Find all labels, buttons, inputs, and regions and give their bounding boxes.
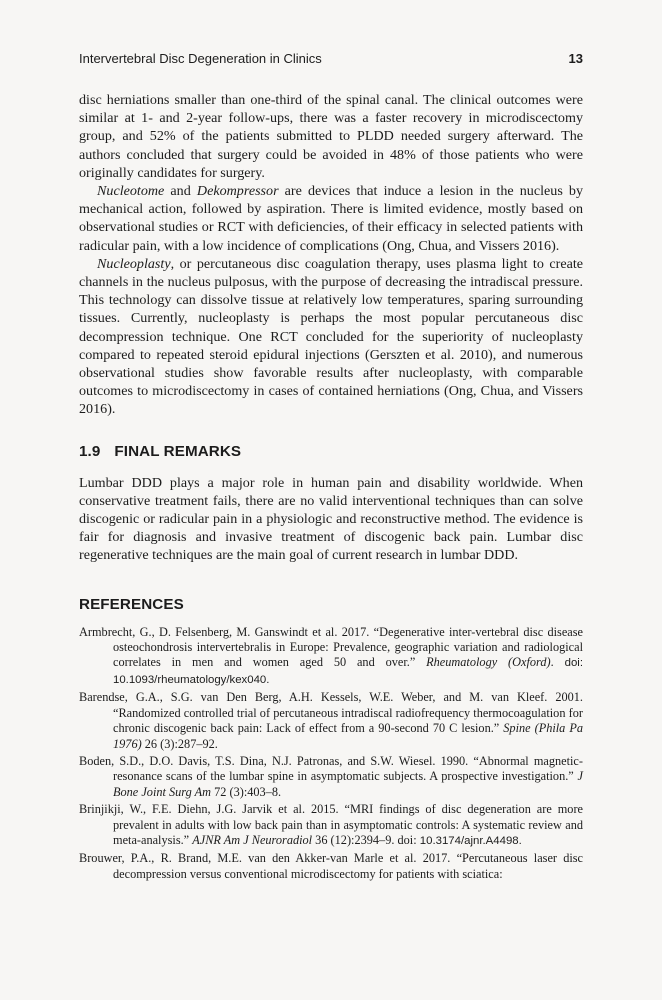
reference-entry	[79, 851, 583, 882]
term-dekompressor: Dekompressor	[196, 183, 279, 200]
term-nucleoplasty: Nucleoplasty	[97, 255, 171, 272]
ref-text: Brinjikji, W., F.E. Diehn, J.G. Jarvik et al. 2015. “MRI findings of disc degeneration are more prevalent in adults with low back pain than in asymptomatic controls: A systematic review and meta-analysis.”	[79, 802, 583, 847]
ref-text: .	[550, 655, 554, 670]
section-number: 1.9	[79, 442, 101, 460]
ref-journal: Spine (Phila Pa 1976)	[113, 721, 583, 751]
paragraph-continued: disc herniations smaller than one-third of the spinal canal. The clinical outcomes were similar at 1- and 2-year follow-ups, there was a faster recovery in microdiscectomy group, and 52% of the patients submitted to PLDD needed surgery afterward. The authors concluded that surgery could be avoided in 48% of those patients who were originally candidates for surgery.	[79, 92, 583, 181]
references-list	[79, 625, 583, 883]
ref-text: Armbrecht, G., D. Felsenberg, M. Ganswindt et al. 2017. “Degenerative inter-vertebral disc disease osteochondrosis intervertebralis in Europe: Prevalence, geographic variation and radiological correlates in men and women aged 50 and over.”	[79, 624, 583, 670]
ref-text: Brouwer, P.A., R. Brand, M.E. van den Akker-van Marle et al. 2017. “Percutaneous laser disc decompression versus conventional microdiscectomy for patients with sciatica:	[79, 851, 583, 881]
ref-text: Barendse, G.A., S.G. van Den Berg, A.H. Kessels, W.E. Weber, and M. van Kleef. 2001. “Randomized controlled trial of percutaneous intradiscal radiofrequency thermocoagulation for chronic discogenic back pain: Lack of effect from a 90-second 70 C lesion.”	[79, 690, 583, 736]
ref-text: 72 (3):403–8.	[211, 784, 282, 799]
term-nucleotome: Nucleotome	[97, 183, 165, 200]
ref-doi: 10.3174/ajnr.A4498.	[416, 834, 522, 847]
ref-text: 26 (3):287–92.	[141, 736, 218, 751]
text-span: , or percutaneous disc coagulation therapy, uses plasma light to create channels in the nucleus pulposus, with the purpose of decreasing the intradiscal pressure. This technology can dissolve tissue at relatively low temperatures, sparing surrounding tissues. Currently, nucleoplasty is perhaps the most popular percutaneous disc decompression technique. One RCT concluded for the superiority of nucleoplasty compared to repeated steroid epidural injections (Gerszten et al. 2010), and numerous observational studies show favorable results after nucleoplasty, with comparable outcomes to microdiscectomy in cases of contained herniations (Ong, Chua, and Vissers 2016).	[79, 255, 583, 418]
running-head-title: Intervertebral Disc Degeneration in Clinics	[79, 51, 322, 66]
reference-entry	[79, 690, 583, 752]
section-heading	[79, 443, 583, 460]
paragraph-nucleoplasty	[79, 255, 583, 419]
reference-entry	[79, 754, 583, 800]
section-title: FINAL REMARKS	[114, 442, 242, 460]
ref-journal: J Bone Joint Surg Am	[113, 769, 583, 799]
references-heading: REFERENCES	[79, 595, 184, 613]
paragraph-final-remarks: Lumbar DDD plays a major role in human pain and disability worldwide. When conservative treatment fails, there are no valid interventional techniques than can solve discogenic or radicular pain in a physiologic and reconstructive method. The evidence is fair for diagnosis and invasive treatment of discogenic back pain. Lumbar disc regenerative techniques are the main goal of current research in lumbar DDD.	[79, 474, 583, 564]
ref-text: 36 (12):2394–9. doi:	[312, 832, 417, 847]
ref-journal: Rheumatology (Oxford)	[426, 655, 551, 670]
page-number: 13	[568, 51, 583, 66]
text-span: and	[164, 183, 197, 200]
ref-doi: doi: 10.1093/rheumatology/kex040.	[113, 657, 583, 686]
main-content	[79, 91, 583, 884]
running-head	[79, 51, 583, 69]
text-span: are devices that induce a lesion in the nucleus by mechanical action, followed by aspiration. There is limited evidence, mostly based on observational studies or RCT with deficiencies, of their efficacy in selected patients with radicular pain, with a low incidence of complications (Ong, Chua, and Vissers 2016).	[79, 183, 583, 254]
reference-entry	[79, 802, 583, 849]
ref-text: Boden, S.D., D.O. Davis, T.S. Dina, N.J. Patronas, and S.W. Wiesel. 1990. “Abnormal magnetic-resonance scans of the lumbar spine in asymptomatic subjects. A prospective investigation.”	[79, 753, 583, 784]
ref-journal: AJNR Am J Neuroradiol	[192, 832, 313, 847]
reference-entry	[79, 625, 583, 689]
paragraph-nucleotome	[79, 182, 583, 255]
